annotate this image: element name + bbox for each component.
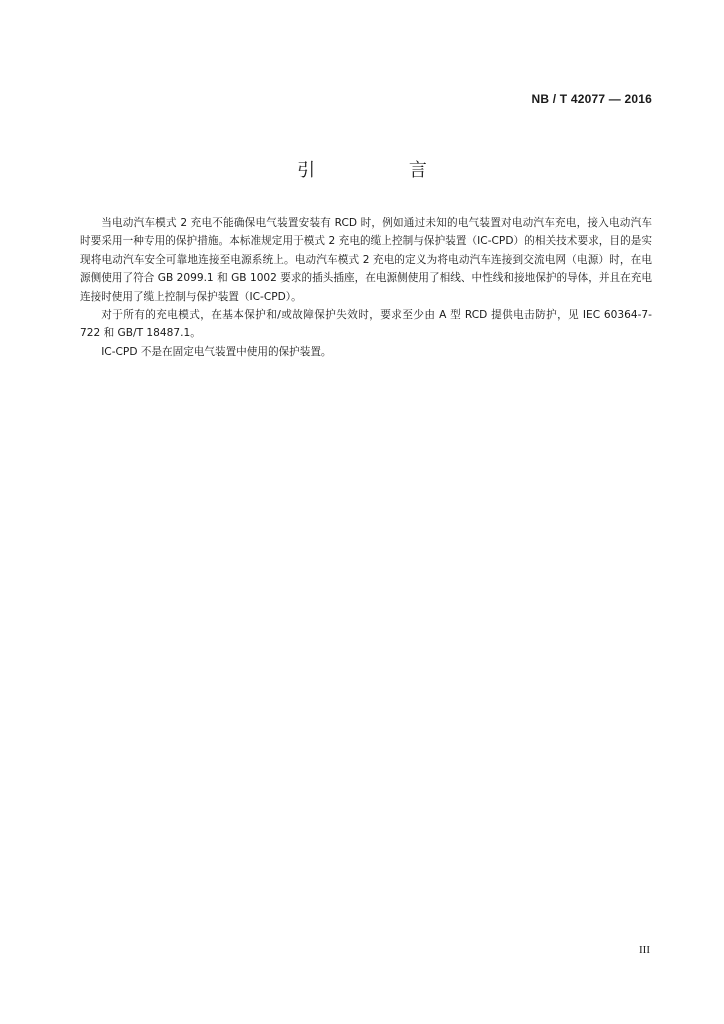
section-title: 引 言 [297,160,471,181]
body-text [80,214,652,361]
paragraph: 对于所有的充电模式，在基本保护和/或故障保护失效时，要求至少由 A 型 RCD 提供电击防护，见 IEC 60364-7-722 和 GB/T 18487.1。 [80,309,652,340]
standard-number: NB / T 42077 — 2016 [531,92,652,106]
paragraph: 当电动汽车模式 2 充电不能确保电气装置安装有 RCD 时，例如通过未知的电气装置对电动汽车充电，接入电动汽车时要采用一种专用的保护措施。本标准规定用于模式 2 充电的缆上控制与保护装置（IC-CPD）的相关技术要求，目的是实现将电动汽车安全可靠地连接至电源系统上。电动汽车模式 2 充电的定义为将电动汽车连接到交流电网（电源）时，在电源侧使用了符合 GB 2099.1 和 GB 1002 要求的插头插座，在电源侧使用了相线、中性线和接地保护的导体，并且在充电连接时使用了缆上控制与保护装置（IC-CPD）。 [80,217,652,303]
page-number: III [639,944,650,956]
paragraph: IC-CPD 不是在固定电气装置中使用的保护装置。 [101,345,332,358]
